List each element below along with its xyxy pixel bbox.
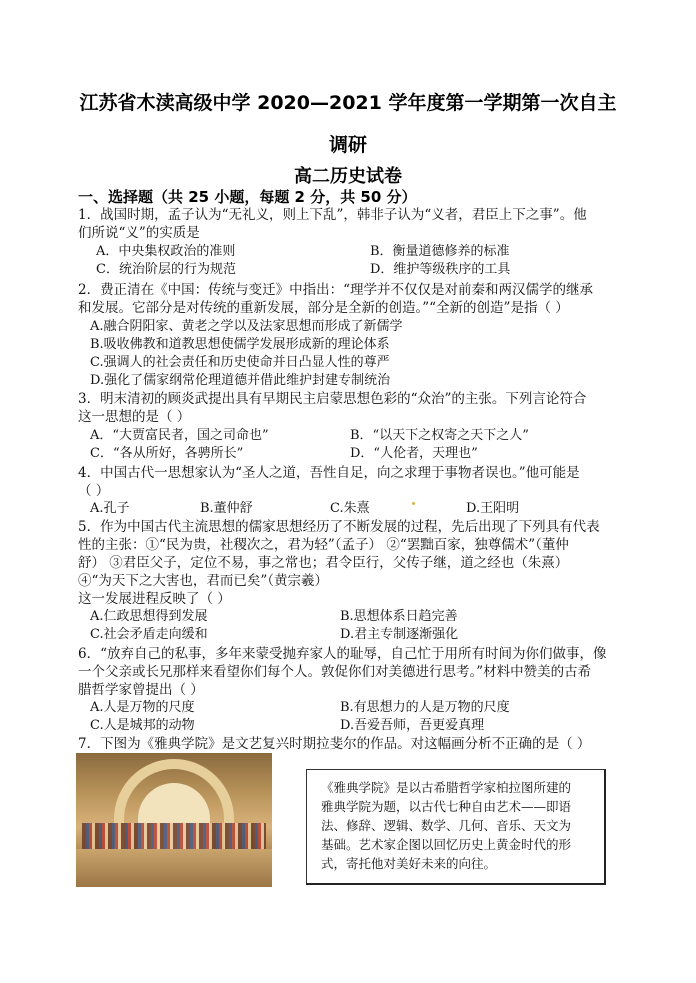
decorative-dot: [412, 502, 415, 505]
q2-option-a[interactable]: A.融合阴阳家、黄老之学以及法家思想而形成了新儒学: [90, 319, 403, 334]
q7-stem: 7．下图为《雅典学院》是文艺复兴时期拉斐尔的作品。对这幅画分析不正确的是（ ）: [78, 736, 591, 752]
q1-stem-line2: 们所说“义”的实质是: [78, 225, 200, 241]
box-line-2: 雅典学院为题，以古代七种自由艺术——即语: [321, 799, 572, 814]
q5-stem-line4: ④“为天下之大害也，君而已矣”（黄宗羲）: [78, 573, 329, 589]
q6-option-c[interactable]: C.人是城邦的动物: [90, 718, 195, 733]
painting-floor: [76, 849, 272, 887]
q6-stem-line3: 腊哲学家曾提出（ ）: [78, 682, 204, 698]
q4-stem-line2: （ ）: [78, 483, 110, 499]
q5-option-a[interactable]: A.仁政思想得到发展: [90, 609, 208, 624]
q3-option-b[interactable]: B．“以天下之权寄之天下之人”: [350, 428, 529, 443]
q5-stem-line5: 这一发展进程反映了（ ）: [78, 591, 231, 607]
q3-option-a[interactable]: A．“大贾富民者，国之司命也”: [90, 428, 269, 443]
q6-option-b[interactable]: B.有思想力的人是万物的尺度: [340, 700, 510, 715]
q2-stem-line2: 和发展。它部分是对传统的重新发展，部分是全新的创造。”“全新的创造”是指（ ）: [78, 300, 569, 316]
q2-stem-line1: 2．费正清在《中国：传统与变迁》中指出：“理学并不仅仅是对前秦和两汉儒学的继承: [78, 282, 593, 298]
exam-title-line1: 江苏省木渎高级中学 2020—2021 学年度第一学期第一次自主: [79, 92, 617, 114]
box-line-5: 式，寄托他对美好未来的向往。: [321, 856, 497, 871]
q5-option-b[interactable]: B.思想体系日趋完善: [340, 609, 458, 624]
q1-option-b[interactable]: B．衡量道德修养的标准: [370, 244, 510, 259]
q4-option-b[interactable]: B.董仲舒: [200, 501, 253, 516]
box-line-4: 基础。艺术家企图以回忆历史上黄金时代的形: [321, 837, 572, 852]
q5-option-d[interactable]: D.君主专制逐渐强化: [340, 627, 459, 642]
q3-option-d[interactable]: D．“人伦者，天理也”: [350, 446, 478, 461]
q2-option-d[interactable]: D.强化了儒家纲常伦理道德并借此维护封建专制统治: [90, 373, 391, 388]
school-of-athens-painting: [76, 753, 272, 887]
box-line-3: 法、修辞、逻辑、数学、几何、音乐、天文为: [321, 818, 572, 833]
q3-stem-line2: 这一思想的是（ ）: [78, 409, 191, 425]
q4-stem-line1: 4．中国古代一思想家认为“圣人之道，吾性自足，向之求理于事物者误也。”他可能是: [78, 465, 580, 481]
q2-option-b[interactable]: B.吸收佛教和道教思想使儒学发展形成新的理论体系: [90, 337, 390, 352]
exam-title-line2: 调研: [328, 134, 367, 156]
q4-option-d[interactable]: D.王阳明: [466, 501, 520, 516]
q6-option-d[interactable]: D.吾爱吾师，吾更爱真理: [340, 718, 485, 733]
q5-stem-line2: 性的主张：①“民为贵，社稷次之，君为轻”（孟子） ②“罢黜百家，独尊儒术”（董仲: [78, 537, 569, 553]
q1-option-a[interactable]: A．中央集权政治的准则: [96, 244, 236, 259]
q6-stem-line2: 一个父亲或长兄那样来看望你们每个人。敦促你们对美德进行思考。”材料中赞美的古希: [78, 664, 592, 680]
q3-stem-line1: 3．明末清初的顾炎武提出具有早期民主启蒙思想色彩的“众治”的主张。下列言论符合: [78, 391, 587, 407]
q5-stem-line1: 5．作为中国古代主流思想的儒家思想经历了不断发展的过程，先后出现了下列具有代表: [78, 519, 600, 535]
exam-subtitle: 高二历史试卷: [294, 166, 402, 187]
box-line-1: 《雅典学院》是以古希腊哲学家柏拉图所建的: [321, 780, 572, 795]
q2-option-c[interactable]: C.强调人的社会责任和历史使命并日凸显人性的尊严: [90, 355, 390, 370]
q4-option-c[interactable]: C.朱熹: [330, 501, 370, 516]
q4-option-a[interactable]: A.孔子: [90, 501, 130, 516]
painting-description-box: [306, 769, 606, 885]
q1-stem-line1: 1．战国时期，孟子认为“无礼义，则上下乱”，韩非子认为“义者，君臣上下之事”。他: [78, 207, 587, 223]
section-heading: 一、选择题（共 25 小题，每题 2 分，共 50 分）: [78, 188, 417, 206]
q1-option-c[interactable]: C．统治阶层的行为规范: [96, 262, 236, 277]
q5-option-c[interactable]: C.社会矛盾走向缓和: [90, 627, 208, 642]
q6-option-a[interactable]: A.人是万物的尺度: [90, 700, 195, 715]
q6-stem-line1: 6．“放弃自己的私事，多年来蒙受抛弃家人的耻辱，自己忙于用所有时间为你们做事，像: [78, 646, 607, 662]
q1-option-d[interactable]: D．维护等级秩序的工具: [370, 262, 511, 277]
q3-option-c[interactable]: C．“各从所好，各骋所长”: [90, 446, 244, 461]
q5-stem-line3: 舒） ③君臣父子，定位不易，事之常也；君令臣行，父传子继，道之经也（朱熹）: [78, 555, 569, 571]
